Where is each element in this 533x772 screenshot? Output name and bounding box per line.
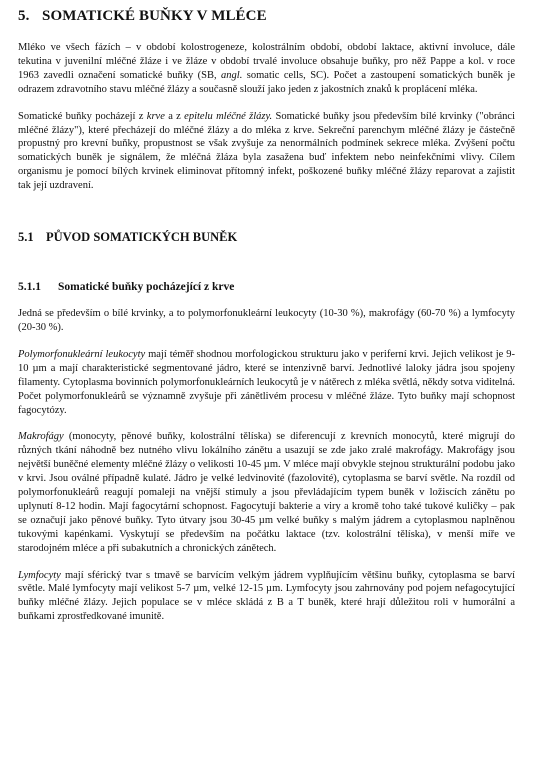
intro-p2-text-b: a z [164,110,185,122]
macrophages-term: Makrofágy [18,431,64,443]
body-paragraph-cells: Jedná se především o bílé krvinky, a to polymorfonukleární leukocyty (10-30 %), makrofágy (60-70 %) a lymfocyty (20-30 %). [18,308,515,333]
section-heading [18,230,515,245]
intro-p1-text-b: somatic cells, SC). Počet a zastoupení somatických buněk je odrazem zdravotního stavu mléčné žlázy a současně slouží jako jeden z jakostních znaků k proplácení mléka. [18,69,515,95]
intro-paragraph-1 [18,41,515,97]
lymphocytes-term: Lymfocyty [18,569,61,581]
chapter-title: SOMATICKÉ BUŇKY V MLÉCE [42,8,267,24]
section-number: 5.1 [18,230,34,245]
intro-p1-italic: angl. [221,69,243,81]
pmn-term: Polymorfonukleární leukocyty [18,348,146,360]
subsection-heading [18,281,515,293]
intro-paragraph-2 [18,110,515,193]
macrophages-text: (monocyty, pěnové buňky, kolostrální tělíska) se diferencují z krevních monocytů, které migrují do různých tkání náhodně bez nutného vlivu lokálního zánětu a usazují se zde jako zralé makrofágy. Makrofágy jsou největší buněčné elementy mléčné žlázy o velikosti 10-45 µm. V mléce mají obvykle stejnou strukturální podobu jako v krvi. Jsou oválné případně kulaté. Jádro je velké ledvinovité (fazolovité), cytoplasma se barví světle. Na rozdíl od polymorfonukleárů reagují pomaleji na vnější stimuly a jsou převládajícím typem buněk v ložiscích zánětu po uplynutí 8-12 hodin. Mají fagocytární schopnost. Fagocytují bakterie a viry a kromě toho také tukové kuličky – pak se označují jako pěnové buňky. Tyto útvary jsou 30-45 µm velké buňky s malým jádrem a cytoplasmou naplněnou tukovými kapénkami. Vyskytují se především na počátku laktace (tzv. kolostrální tělíska), v menší míře ve starodojném mléce a při subakutních a chronických zánětech. [18,431,515,554]
subsection-number: 5.1.1 [18,281,41,294]
intro-p2-text-a: Somatické buňky pocházejí z [18,110,147,122]
chapter-number: 5. [18,8,30,24]
body-paragraph-lymphocytes [18,569,515,625]
pmn-text: mají téměř shodnou morfologickou strukturu jako v periferní krvi. Jejich velikost je 9-10 µm a mají charakteristické segmentované jádro, které se intenzivně barví. Jednotlivé laloky jádra jsou spojeny filamenty. Cytoplasma bovinních polymorfonukleárních leukocytů je v nátěrech z mléka světlá, někdy sotva viditelná. Počet polymorfonukleárů se významně zvyšuje při zánětlivém procesu v mléčné žláze. Tyto buňky mají schopnost fagocytózy. [18,348,515,416]
body-paragraph-macrophages [18,430,515,555]
section-title: PŮVOD SOMATICKÝCH BUNĚK [46,230,238,245]
intro-p1-text-a: Mléko ve všech fázích – v období kolostrogeneze, kolostrálním období, období laktace, aktivní involuce, dále tekutina v juvenilní mléčné žláze i ve žláze v období trvalé involuce obsahuje buňky, pro něž Pappe a kol. v roce 1963 zavedli označení somatické buňky (SB, [18,42,515,81]
intro-p2-italic-1: krve [146,110,165,122]
chapter-heading [18,8,515,25]
lymphocytes-text: mají sférický tvar s tmavě se barvícím velkým jádrem vyplňujícím většinu buňky, cytoplasma se barví světle. Malé lymfocyty mají velikost 5-7 µm, velké 12-15 µm. Lymfocyty jsou zahrnovány pod pojem nefagocytující buňky mléčné žlázy. Jejich populace se v mléce skládá z B a T buněk, které hrají důležitou roli v humorální a buňkami zprostředkované imunitě. [18,569,515,623]
subsection-title: Somatické buňky pocházející z krve [58,281,235,294]
intro-p2-italic-2: epitelu mléčné žlázy. [184,110,273,122]
body-paragraph-pmn [18,348,515,418]
intro-p2-text-c: Somatické buňky jsou především bílé krvinky ("obránci mléčné žlázy"), které přecházejí do mléčné žlázy a do mléka z krve. Sekreční parenchym mléčné žlázy je částečně propustný pro krevní buňky, propustnost se však zvyšuje za nenormálních podmínek sekrece mléka. Zvýšení počtu somatických buněk je signálem, že mléčná žláza byla zasažena buď infektem nebo neinfekčními vlivy. Cílem organismu je pomocí bílých krvinek eliminovat přítomný infekt, poškozené buňky mléčné žlázy reparovat a zajistit tak její uzdravení. [18,110,515,192]
